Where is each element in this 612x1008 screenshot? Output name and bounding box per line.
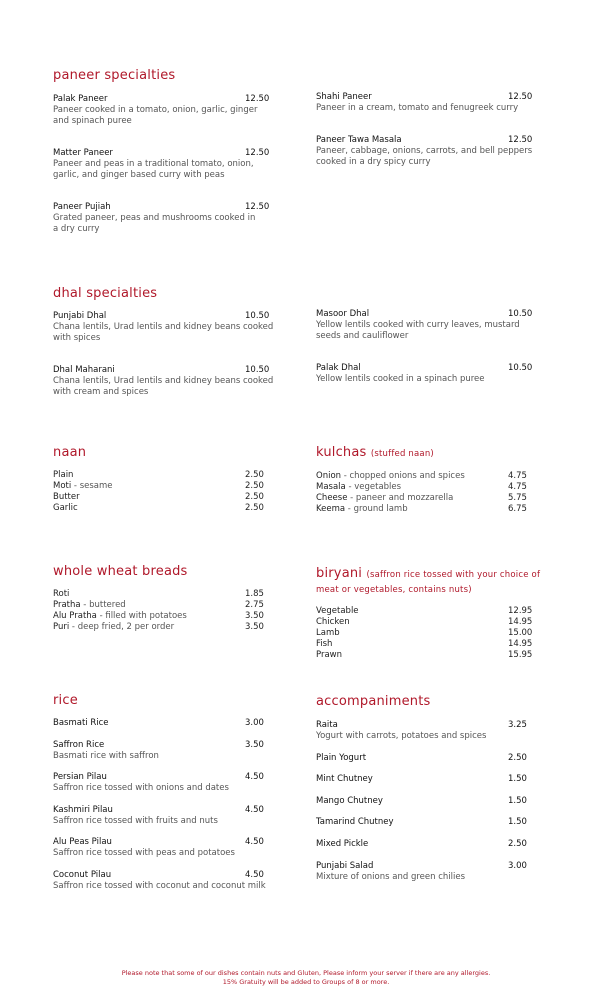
item-name: Prawn (316, 650, 343, 660)
item-name: Onion (316, 471, 342, 481)
list-item (316, 617, 546, 628)
item-price: 1.85 (245, 589, 264, 599)
item-description: - paneer and mozzarella (347, 493, 454, 503)
item-description: - sesame (71, 481, 113, 491)
menu-item-price: 4.50 (245, 837, 264, 847)
list-item (316, 606, 546, 617)
item-name: Fish (316, 639, 333, 649)
item-name: Garlic (53, 503, 78, 513)
menu-item-name: Persian Pilau (53, 772, 107, 782)
menu-item-price: 12.50 (508, 135, 533, 145)
menu-item-name: Matter Paneer (53, 148, 113, 158)
list-item (53, 589, 273, 600)
naan-section-title: naan (53, 445, 87, 460)
menu-item-name: Plain Yogurt (316, 753, 367, 763)
naan-list (53, 470, 273, 514)
dhal-section-title: dhal specialties (53, 286, 158, 301)
kulchas-list (316, 471, 546, 515)
menu-item-description: Saffron rice tossed with fruits and nuts (53, 816, 218, 826)
item-description: - vegetables (345, 482, 402, 492)
menu-item-price: 3.25 (508, 720, 527, 730)
kulchas-section-title (316, 445, 434, 460)
menu-item-description: Chana lentils, Urad lentils and kidney beans cooked with cream and spices (53, 376, 274, 397)
item-price: 3.50 (245, 622, 264, 632)
item-price: 3.50 (245, 611, 264, 621)
menu-item-name: Masoor Dhal (316, 309, 370, 319)
menu-item-name: Saffron Rice (53, 740, 105, 750)
item-price: 2.50 (245, 503, 264, 513)
biryani-list (316, 606, 546, 661)
menu-item-description: Paneer cooked in a tomato, onion, garlic, ginger and spinach puree (53, 105, 258, 126)
menu-item-name: Mint Chutney (316, 774, 373, 784)
breads-list (53, 589, 273, 633)
item-name: Moti (53, 481, 72, 491)
list-item (53, 600, 273, 611)
menu-item-price: 2.50 (508, 753, 527, 763)
item-description: - ground lamb (345, 504, 408, 514)
menu-item-price: 4.50 (245, 772, 264, 782)
item-price: 12.95 (508, 606, 533, 616)
menu-item-name: Tamarind Chutney (316, 817, 394, 827)
menu-item-description: Yogurt with carrots, potatoes and spices (316, 731, 487, 741)
menu-item-description: Saffron rice tossed with peas and potatoes (53, 848, 235, 858)
kulchas-subtitle: (stuffed naan) (370, 449, 434, 459)
list-item (53, 503, 273, 514)
menu-item-name: Raita (316, 720, 338, 730)
item-price: 6.75 (508, 504, 527, 514)
menu-item-name: Alu Peas Pilau (53, 837, 112, 847)
paneer-section-title: paneer specialties (53, 68, 176, 83)
menu-item-name: Coconut Pilau (53, 870, 112, 880)
menu-item-price: 10.50 (245, 365, 270, 375)
biryani-subtitle-line1: (saffron rice tossed with your choice of (366, 570, 541, 580)
menu-item-name: Basmati Rice (53, 718, 109, 728)
menu-item-price: 1.50 (508, 817, 527, 827)
list-item (53, 611, 273, 622)
menu-item-price: 3.00 (245, 718, 264, 728)
item-price: 4.75 (508, 471, 527, 481)
item-price: 14.95 (508, 639, 533, 649)
menu-item-price: 2.50 (508, 839, 527, 849)
item-name: Cheese (316, 493, 348, 503)
menu-item-description: Saffron rice tossed with onions and dates (53, 783, 229, 793)
list-item (53, 622, 273, 633)
item-name: Masala (316, 482, 346, 492)
menu-item-price: 12.50 (245, 202, 270, 212)
item-name: Roti (53, 589, 70, 599)
menu-item-description: Yellow lentils cooked in a spinach puree (316, 374, 485, 384)
menu-item-description: Paneer, cabbage, onions, carrots, and bell peppers cooked in a dry spicy curry (316, 146, 533, 167)
breads-section-title: whole wheat breads (53, 564, 188, 579)
biryani-section-title (316, 566, 540, 581)
menu-item-name: Kashmiri Pilau (53, 805, 113, 815)
rice-section-title: rice (53, 693, 78, 708)
menu-item-description: Saffron rice tossed with coconut and coconut milk (53, 881, 266, 891)
list-item (53, 492, 273, 503)
item-name: Pratha (53, 600, 81, 610)
item-price: 15.95 (508, 650, 533, 660)
item-name: Keema (316, 504, 346, 514)
biryani-subtitle-line2: meat or vegetables, contains nuts) (316, 585, 472, 595)
item-description: - filled with potatoes (96, 611, 187, 621)
list-item (316, 493, 546, 504)
menu-item-description: Yellow lentils cooked with curry leaves, mustard seeds and cauliflower (316, 320, 520, 341)
biryani-title: biryani (316, 566, 363, 581)
menu-item-name: Mango Chutney (316, 796, 383, 806)
menu-item-price: 12.50 (508, 92, 533, 102)
list-item (316, 628, 546, 639)
menu-item-name: Palak Paneer (53, 94, 108, 104)
list-item (316, 471, 546, 482)
menu-item-price: 12.50 (245, 148, 270, 158)
item-name: Lamb (316, 628, 340, 638)
menu-item-price: 1.50 (508, 796, 527, 806)
list-item (53, 481, 273, 492)
list-item (316, 650, 546, 661)
item-description: - buttered (80, 600, 126, 610)
menu-item-description: Paneer and peas in a traditional tomato, onion, garlic, and ginger based curry with peas (53, 159, 254, 180)
menu-item-price: 10.50 (508, 363, 533, 373)
menu-item-description: Basmati rice with saffron (53, 751, 159, 761)
menu-item-name: Paneer Tawa Masala (316, 135, 402, 145)
item-price: 4.75 (508, 482, 527, 492)
list-item (316, 639, 546, 650)
menu-item-price: 4.50 (245, 805, 264, 815)
item-price: 5.75 (508, 493, 527, 503)
item-price: 2.75 (245, 600, 264, 610)
menu-item-price: 10.50 (245, 311, 270, 321)
menu-item-name: Shahi Paneer (316, 92, 372, 102)
item-name: Chicken (316, 617, 350, 627)
menu-item-description: Grated paneer, peas and mushrooms cooked in a dry curry (53, 213, 256, 234)
gratuity-notice: 15% Gratuity will be added to Groups of 8 or more. (222, 978, 390, 986)
item-name: Butter (53, 492, 80, 502)
item-price: 2.50 (245, 492, 264, 502)
item-price: 2.50 (245, 470, 264, 480)
menu-item-name: Punjabi Salad (316, 861, 374, 871)
list-item (316, 482, 546, 493)
menu-item-price: 4.50 (245, 870, 264, 880)
menu-item-price: 3.50 (245, 740, 264, 750)
menu-item-price: 1.50 (508, 774, 527, 784)
item-name: Vegetable (316, 606, 359, 616)
list-item (316, 504, 546, 515)
item-price: 15.00 (508, 628, 533, 638)
menu-item-name: Paneer Pujiah (53, 202, 111, 212)
footer-notice (0, 969, 612, 987)
item-name: Puri (53, 622, 70, 632)
menu-item-price: 3.00 (508, 861, 527, 871)
accompaniments-section-title: accompaniments (316, 694, 431, 709)
item-description: - chopped onions and spices (341, 471, 465, 481)
menu-item-name: Punjabi Dhal (53, 311, 107, 321)
menu-item-name: Dhal Maharani (53, 365, 115, 375)
menu-item-description: Paneer in a cream, tomato and fenugreek curry (316, 103, 519, 113)
list-item (53, 470, 273, 481)
kulchas-title: kulchas (316, 445, 367, 460)
item-price: 2.50 (245, 481, 264, 491)
menu-item-description: Chana lentils, Urad lentils and kidney beans cooked with spices (53, 322, 274, 343)
menu-item-price: 10.50 (508, 309, 533, 319)
item-price: 14.95 (508, 617, 533, 627)
menu-item-name: Mixed Pickle (316, 839, 369, 849)
menu-item-name: Palak Dhal (316, 363, 361, 373)
allergy-notice: Please note that some of our dishes contain nuts and Gluten, Please inform your server if there are any allergies. (121, 969, 491, 977)
menu-item-description: Mixture of onions and green chilies (316, 872, 465, 882)
menu-item-price: 12.50 (245, 94, 270, 104)
item-name: Plain (53, 470, 74, 480)
item-name: Alu Pratha (53, 611, 97, 621)
item-description: - deep fried, 2 per order (69, 622, 175, 632)
